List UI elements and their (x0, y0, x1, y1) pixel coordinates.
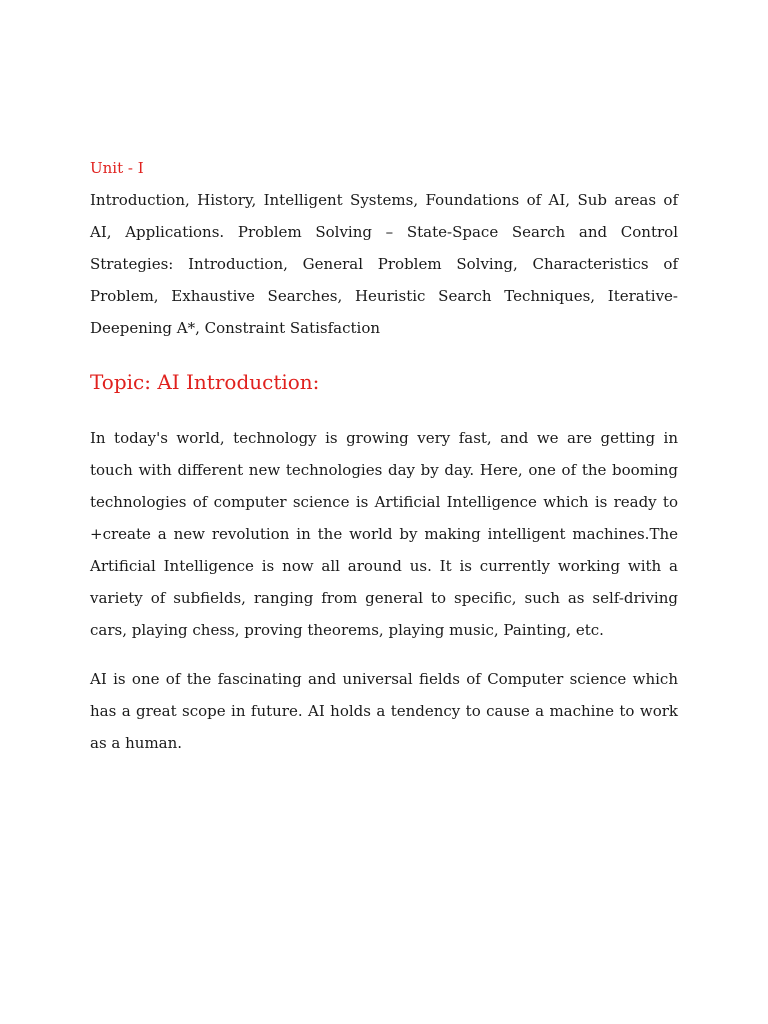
document-content (90, 152, 678, 776)
unit-syllabus: Introduction, History, Intelligent Systems, Foundations of AI, Sub areas of AI, Applications. Problem Solving – State-Space Search and Control Strategies: Introduction, General Problem Solving, Characteristics of Problem, Exhaustive Searches, Heuristic Search Techniques, Iterative-Deepening A*, Constraint Satisfaction (90, 191, 678, 337)
intro-paragraph: In today's world, technology is growing very fast, and we are getting in touch with different new technologies day by day. Here, one of the booming technologies of computer science is Artificial Intelligence which is ready to +create a new revolution in the world by making intelligent machines.The Artificial Intelligence is now all around us. It is currently working with a variety of subfields, ranging from general to specific, such as self-driving cars, playing chess, proving theorems, playing music, Painting, etc. (90, 429, 678, 639)
ai-scope-paragraph: AI is one of the fascinating and universal fields of Computer science which has a great scope in future. AI holds a tendency to cause a machine to work as a human. (90, 670, 678, 752)
topic-title: Topic: AI Introduction: (90, 370, 320, 394)
unit-label: Unit - I (90, 159, 144, 177)
